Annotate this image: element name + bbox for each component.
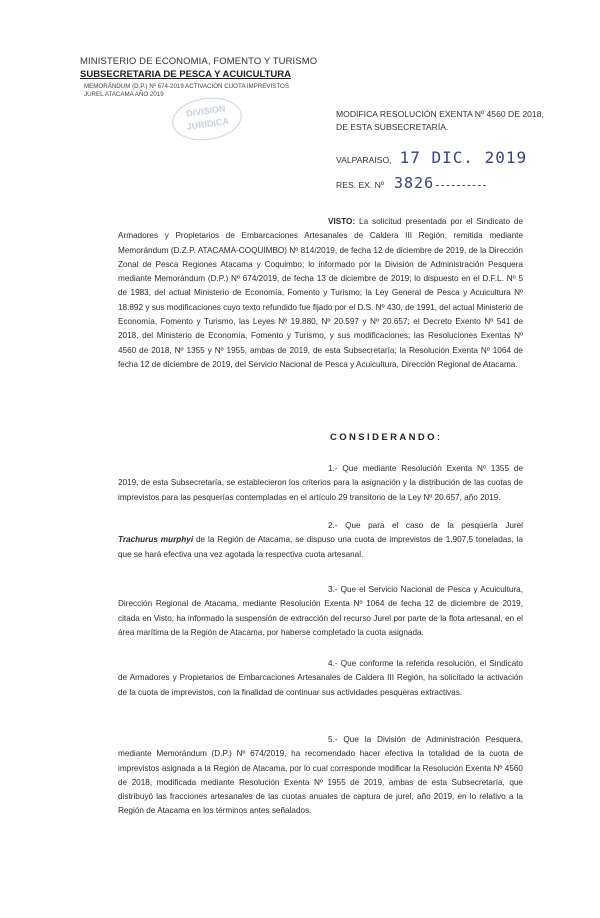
subsecretaria-name: SUBSECRETARIA DE PESCA Y ACUICULTURA bbox=[80, 69, 291, 80]
resolution-number-underline bbox=[436, 185, 486, 186]
considerando-2-pre: 2.- Que para el caso de la pesquería Jurel bbox=[328, 521, 523, 530]
visto-label: VISTO: bbox=[328, 217, 356, 226]
letterhead bbox=[80, 56, 340, 99]
considerando-2 bbox=[118, 519, 523, 562]
considerando-2-post: de la Región de Atacama, se dispuso una cuota de imprevistos de 1.907,5 toneladas, la que se hará efectiva una vez agotada la respectiva cuota artesanal. bbox=[118, 535, 523, 559]
considerando-1: 1.- Que mediante Resolución Exenta Nº 1355 de 2019, de esta Subsecretaría, se establecieron los criterios para la asignación y la distribución de las cuotas de imprevistos para las pesquerías contempladas en el artículo 29 transitorio de la Ley Nº 20.657, año 2019. bbox=[118, 464, 523, 502]
memo-reference-line-1: MEMORÁNDUM (D.P.) Nº 674-2019 ACTIVACIÓN CUOTA IMPREVISTOS bbox=[84, 83, 289, 90]
resolution-number: 3826 bbox=[394, 174, 435, 192]
resolution-number-label: RES. EX. Nº bbox=[336, 180, 385, 190]
considerando-heading: CONSIDERANDO: bbox=[330, 432, 443, 443]
resolution-number-row bbox=[336, 174, 486, 192]
date-stamp: 17 DIC. 2019 bbox=[399, 148, 528, 167]
resolution-title: MODIFICA RESOLUCIÓN EXENTA Nº 4560 DE 2018, DE ESTA SUBSECRETARÍA. bbox=[336, 109, 544, 132]
place-date-row bbox=[336, 148, 527, 167]
memo-reference-line-2: JUREL ATACAMA AÑO 2019 bbox=[84, 91, 164, 98]
considerando-5: 5.- Que la División de Administración Pesquera, mediante Memorándum (D.P.) Nº 674/2019, ha recomendado hacer efectiva la totalidad de la cuota de imprevistos asignada a la Región de Atacama, por lo cual corresponde modificar la Resolución Exenta Nº 4560 de 2018, modificada mediante Resolución Exenta Nº 1955 de 2019, ambas de esta Subsecretaría, que distribuyó las fracciones artesanales de las cuotas anuales de captura de jurel, año 2019, en lo relativo a la Región de Atacama en los términos antes señalados. bbox=[118, 735, 523, 816]
ministry-name: MINISTERIO DE ECONOMIA, FOMENTO Y TURISMO bbox=[80, 56, 318, 67]
visto-paragraph bbox=[118, 215, 523, 372]
visto-text: La solicitud presentada por el Sindicato de Armadores y Propietarios de Embarcaciones Artesanales de Caldera III Región, remitida mediante Memorándum (D.Z.P. ATACAMA-COQUIMBO) Nº 814/2019, de fecha 12 de diciembre de 2019, de la Dirección Zonal de Pesca Regiones Atacama y Coquimbo; lo informado por la División de Administración Pesquera mediante Memorándum (D.P.) Nº 674/2019, de fecha 13 de diciembre de 2019; lo dispuesto en el D.F.L. Nº 5 de 1983, del actual Ministerio de Economía, Fomento y Turismo; la Ley General de Pesca y Acuicultura Nº 18.892 y sus modificaciones cuyo texto refundido fue fijado por el D.S. Nº 430, de 1991, del actual Ministerio de Economía, Fomento y Turismo, las Leyes Nº 19.880, Nº 20.597 y Nº 20.657; el Decreto Exento Nº 541 de 2018, del Ministerio de Economía, Fomento y Turismo, y sus modificaciones; las Resoluciones Exentas Nº 4560 de 2018, Nº 1355 y Nº 1955, ambas de 2019, de esta Subsecretaría; la Resolución Exenta Nº 1064 de fecha 12 de diciembre de 2019, del Servicio Nacional de Pesca y Acuicultura, Dirección Regional de Atacama. bbox=[118, 217, 523, 369]
stamp-line-1: DIVISION bbox=[185, 103, 227, 119]
considerando-3: 3.- Que el Servicio Nacional de Pesca y Acuicultura, Dirección Regional de Atacama, mediante Resolución Exenta Nº 1064 de fecha 12 de diciembre de 2019, citada en Visto, ha informado la suspensión de extracción del recurso Jurel por parte de la flota artesanal, en el área marítima de la Región de Atacama, por haberse completado la cuota asignada. bbox=[118, 585, 523, 637]
city-label: VALPARAISO, bbox=[336, 155, 392, 165]
division-juridica-stamp bbox=[169, 93, 244, 144]
stamp-line-2: JURIDICA bbox=[185, 116, 230, 132]
considerando-4: 4.- Que conforme la referida resolución, el Sindicato de Armadores y Propietarios de Embarcaciones Artesanales de Caldera III Región, ha solicitado la activación de la cuota de imprevistos, con la finalidad de continuar sus actividades pesqueras extractivas. bbox=[118, 659, 523, 697]
species-name: Trachurus murphyi bbox=[118, 535, 194, 545]
